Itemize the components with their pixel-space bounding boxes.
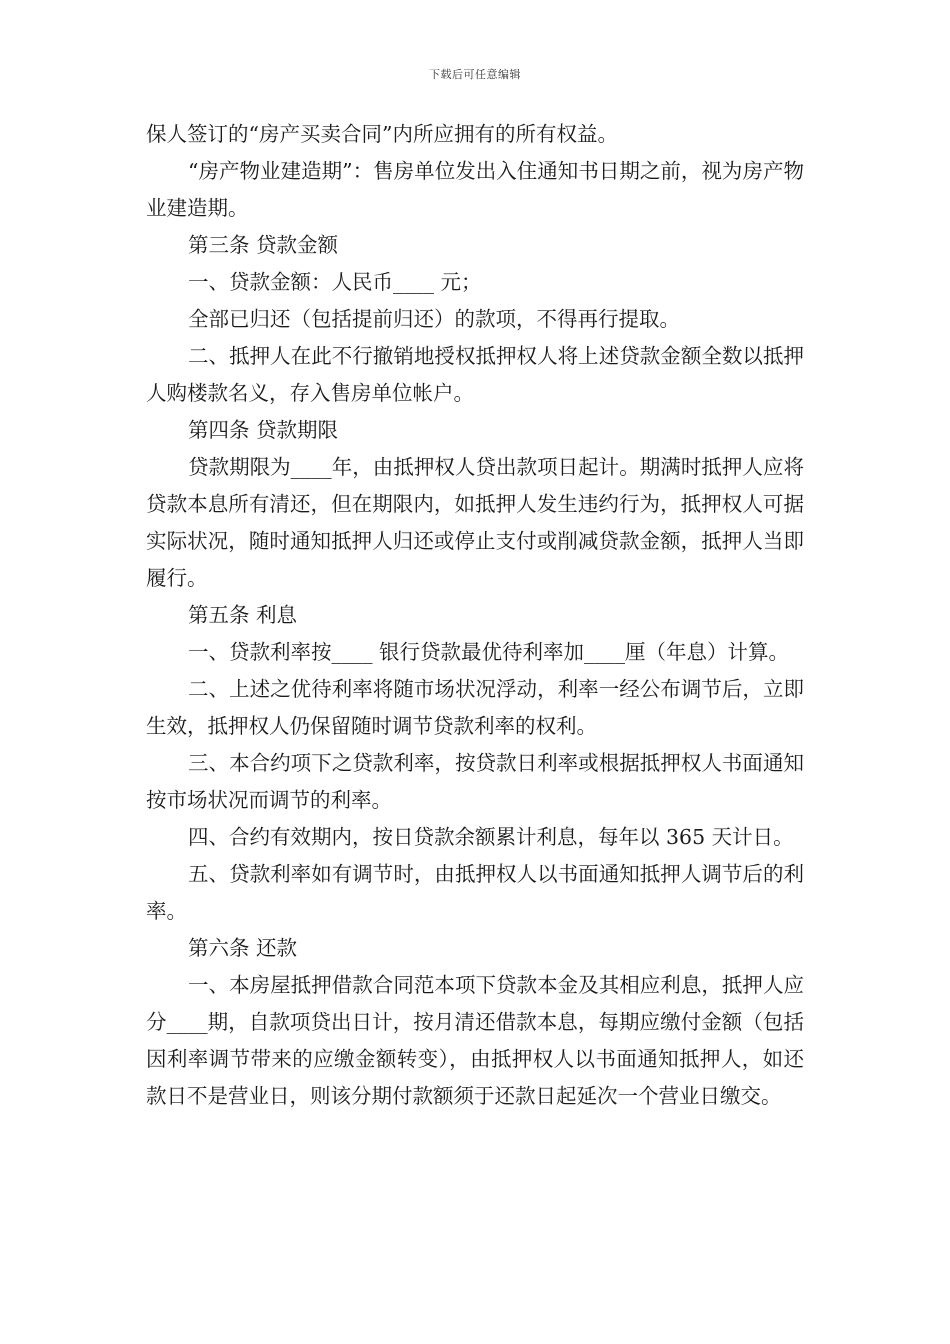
paragraph: “房产物业建造期”：售房单位发出入住通知书日期之前，视为房产物业建造期。 [146, 159, 804, 220]
paragraph: 一、贷款金额：人民币____ 元； [188, 270, 482, 294]
document-body [146, 116, 804, 1115]
paragraph: 四、合约有效期内，按日贷款余额累计利息，每年以 365 天计日。 [188, 825, 794, 849]
article-heading: 第五条 利息 [188, 603, 298, 627]
paragraph: 全部已归还（包括提前归还）的款项，不得再行提取。 [188, 307, 680, 331]
paragraph: 二、上述之优待利率将随市场状况浮动，利率一经公布调节后，立即生效，抵押权人仍保留随时调节贷款利率的权利。 [146, 677, 804, 738]
article-heading: 第六条 还款 [188, 936, 298, 960]
paragraph: 一、本房屋抵押借款合同范本项下贷款本金及其相应利息，抵押人应分____期，自款项贷出日计，按月清还借款本息，每期应缴付金额（包括因利率调节带来的应缴金额转变），由抵押权人以书面通知抵押人，如还款日不是营业日，则该分期付款额须于还款日起延次一个营业日缴交。 [146, 973, 804, 1108]
article-heading: 第三条 贷款金额 [188, 233, 339, 257]
paragraph: 保人签订的“房产买卖合同”内所应拥有的所有权益。 [146, 122, 618, 146]
paragraph: 贷款期限为____年，由抵押权人贷出款项日起计。期满时抵押人应将贷款本息所有清还，但在期限内，如抵押人发生违约行为，抵押权人可据实际状况，随时通知抵押人归还或停止支付或削减贷款金额，抵押人当即履行。 [146, 455, 804, 590]
page-header-note: 下载后可任意编辑 [429, 68, 521, 81]
article-heading: 第四条 贷款期限 [188, 418, 339, 442]
paragraph: 三、本合约项下之贷款利率，按贷款日利率或根据抵押权人书面通知按市场状况而调节的利率。 [146, 751, 804, 812]
paragraph: 二、抵押人在此不行撤销地授权抵押权人将上述贷款金额全数以抵押人购楼款名义，存入售房单位帐户。 [146, 344, 804, 405]
paragraph: 一、贷款利率按____ 银行贷款最优待利率加____厘（年息）计算。 [188, 640, 790, 664]
paragraph: 五、贷款利率如有调节时，由抵押权人以书面通知抵押人调节后的利率。 [146, 862, 804, 923]
